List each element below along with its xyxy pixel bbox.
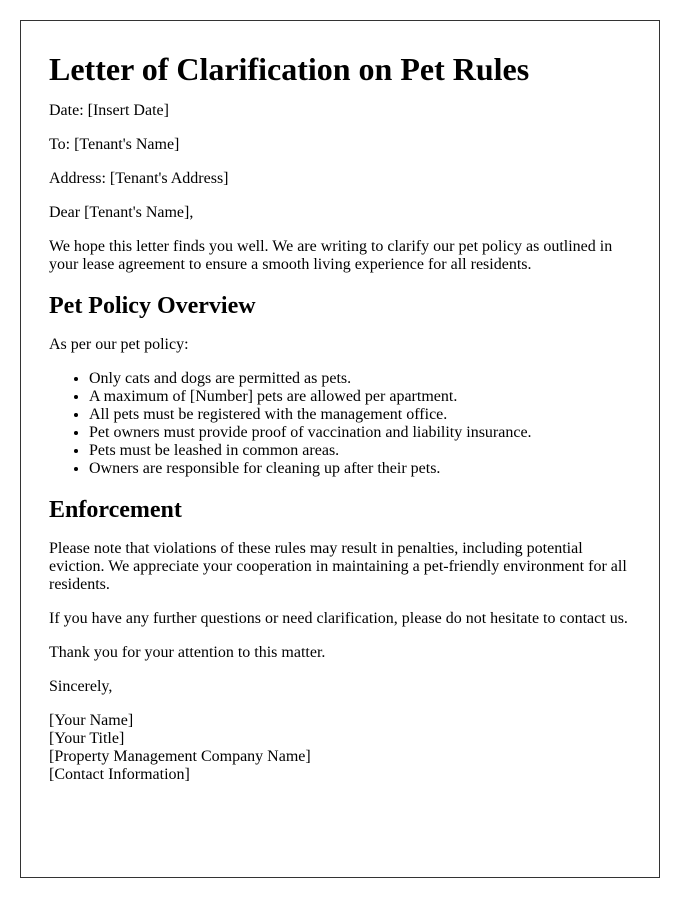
list-item: • A maximum of [Number] pets are allowed per apartment. <box>89 388 631 406</box>
signature-block <box>49 712 631 784</box>
signature-company: [Property Management Company Name] <box>49 748 311 765</box>
recipient-line: To: [Tenant's Name] <box>49 136 180 153</box>
list-item: • Pets must be leashed in common areas. <box>89 442 631 460</box>
overview-heading: Pet Policy Overview <box>49 293 256 319</box>
thanks-paragraph: Thank you for your attention to this matter. <box>49 644 326 661</box>
enforcement-heading: Enforcement <box>49 497 182 523</box>
address-line: Address: [Tenant's Address] <box>49 170 229 187</box>
signature-title: [Your Title] <box>49 730 125 747</box>
closing: Sincerely, <box>49 678 113 695</box>
signature-name: [Your Name] <box>49 712 134 729</box>
letter-page <box>20 20 660 878</box>
rules-list <box>49 370 631 478</box>
intro-paragraph: We hope this letter finds you well. We are writing to clarify our pet policy as outlined in your lease agreement to ensure a smooth living experience for all residents. <box>49 238 613 273</box>
list-item: • Owners are responsible for cleaning up after their pets. <box>89 460 631 478</box>
questions-paragraph: If you have any further questions or need clarification, please do not hesitate to contact us. <box>49 610 628 627</box>
date-line: Date: [Insert Date] <box>49 102 169 119</box>
overview-lead: As per our pet policy: <box>49 336 189 353</box>
salutation: Dear [Tenant's Name], <box>49 204 194 221</box>
letter-title: Letter of Clarification on Pet Rules <box>49 51 530 87</box>
list-item: • Only cats and dogs are permitted as pets. <box>89 370 631 388</box>
signature-contact: [Contact Information] <box>49 766 190 783</box>
enforcement-paragraph: Please note that violations of these rules may result in penalties, including potential eviction. We appreciate your cooperation in maintaining a pet-friendly environment for all residents. <box>49 540 627 593</box>
list-item: • Pet owners must provide proof of vaccination and liability insurance. <box>89 424 631 442</box>
list-item: • All pets must be registered with the management office. <box>89 406 631 424</box>
